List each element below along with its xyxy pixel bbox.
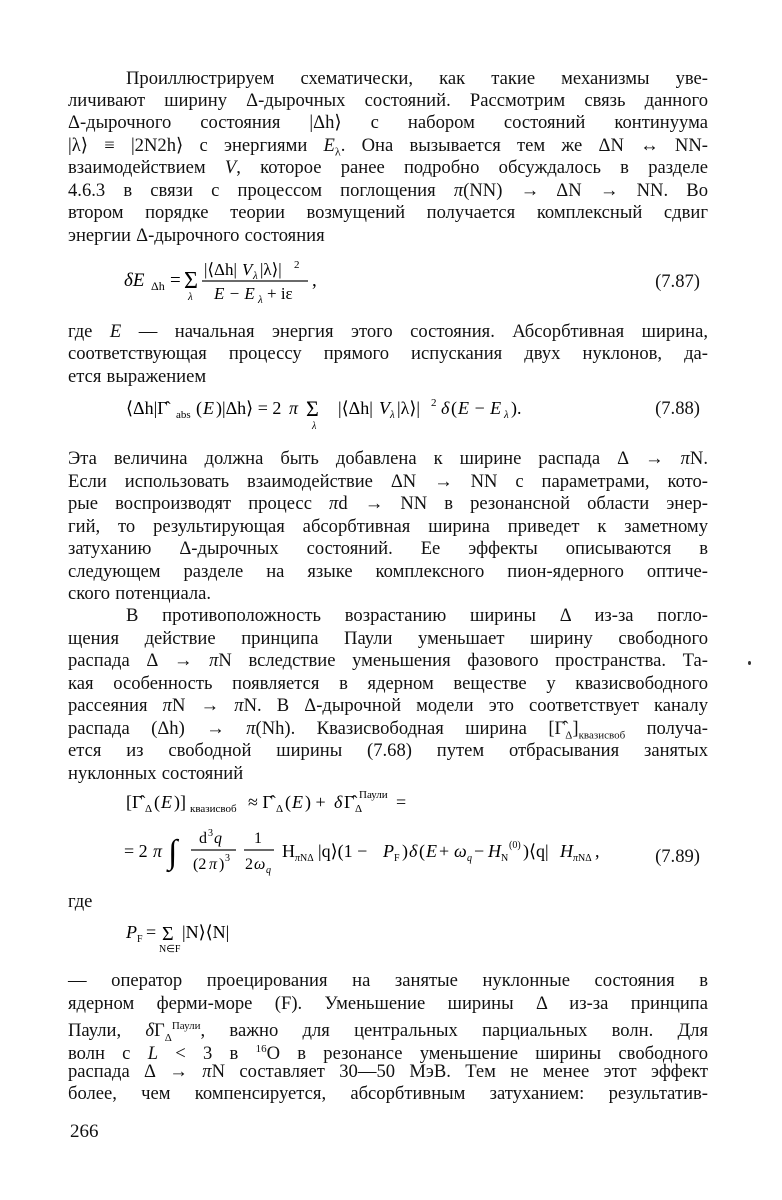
- svg-text:E: E: [292, 792, 303, 812]
- svg-text:Δ: Δ: [276, 803, 284, 815]
- svg-text:Γ̂: Γ̂: [344, 792, 355, 812]
- svg-text:): ): [402, 841, 408, 861]
- svg-text:E − E: E − E: [458, 398, 502, 418]
- svg-text:=: =: [170, 270, 181, 291]
- svg-text:|N⟩⟨N|: |N⟩⟨N|: [182, 922, 230, 942]
- svg-text:Σ: Σ: [162, 923, 174, 945]
- equation-7-88: [126, 392, 566, 441]
- svg-text:3: 3: [208, 828, 213, 839]
- paragraph-5-line-2: ядерном ферми-море (F). Уменьшение ширины Δ из-за принципа: [68, 993, 708, 1014]
- svg-text:,: ,: [595, 841, 600, 861]
- svg-text:E: E: [203, 398, 214, 418]
- svg-text:q: q: [467, 853, 472, 864]
- paragraph-1-line-5: взаимодействием V, которое ранее подробно обсуждалось в разделе: [68, 157, 708, 178]
- svg-text:Σ: Σ: [184, 268, 198, 294]
- paragraph-1-line-6: 4.6.3 в связи с процессом поглощения π(NN) → ΔN → NN. Во: [68, 180, 708, 201]
- svg-text:= 2: = 2: [124, 841, 148, 861]
- svg-text:|⟨Δh|: |⟨Δh|: [204, 260, 237, 279]
- svg-text:⟨Δh|Γ̂: ⟨Δh|Γ̂: [126, 398, 168, 418]
- svg-text:F: F: [394, 853, 400, 864]
- svg-text:E: E: [161, 792, 172, 812]
- svg-text:abs: abs: [176, 409, 191, 421]
- svg-text:V: V: [242, 260, 253, 279]
- svg-text:|⟨Δh|: |⟨Δh|: [338, 398, 373, 418]
- svg-text:N∈F: N∈F: [159, 944, 181, 955]
- equation-number-7-87: (7.87): [655, 271, 700, 292]
- svg-text:1: 1: [254, 830, 262, 847]
- paragraph-4-line-8: нуклонных состояний: [68, 763, 244, 784]
- paragraph-3-line-1: Эта величина должна быть добавлена к ширине распада Δ → πN.: [68, 448, 708, 469]
- svg-text:λ: λ: [312, 421, 317, 432]
- svg-text:q: q: [266, 865, 271, 876]
- paragraph-3-line-2: Если использовать взаимодействие ΔN → NN с параметрами, кото-: [68, 471, 708, 492]
- paragraph-3-line-7: ского потенциала.: [68, 583, 212, 604]
- svg-text:δ: δ: [409, 841, 418, 861]
- svg-text:2: 2: [294, 259, 300, 271]
- svg-text:H: H: [488, 841, 501, 861]
- paragraph-3-line-5: затуханию Δ-дырочных состояний. Ее эффекты описываются в: [68, 538, 708, 559]
- svg-text:V: V: [379, 398, 390, 418]
- svg-text:E − E: E − E: [214, 284, 255, 303]
- svg-text:N: N: [501, 853, 509, 864]
- svg-text:λ: λ: [188, 291, 193, 303]
- svg-text:)]: )]: [174, 792, 186, 812]
- print-speck: [748, 661, 751, 665]
- svg-text:ω: ω: [454, 841, 467, 861]
- paragraph-1-line-8: энергии Δ-дырочного состояния: [68, 225, 325, 246]
- paragraph-5-line-5: распада Δ → πN составляет 30—50 МэВ. Тем не менее этот эффект: [68, 1061, 708, 1082]
- svg-text:2: 2: [431, 397, 437, 409]
- svg-text:λ: λ: [390, 409, 395, 421]
- equation-7-89-line-2: [124, 823, 624, 888]
- paragraph-4-line-3: распада Δ → πN вследствие уменьшения фазового пространства. Та-: [68, 650, 708, 671]
- paragraph-1-line-1: Проиллюстрируем схематически, как такие механизмы уве-: [126, 68, 708, 89]
- svg-text:)⟨q|: )⟨q|: [523, 841, 549, 861]
- svg-text:H: H: [560, 841, 573, 861]
- paragraph-4-line-6: распада (Δh) → π(Nh). Квазисвободная ширина $[\Gammâ_\Delta]_{квазисвоб}$ получа-: [68, 718, 708, 742]
- paragraph-4-line-4: кая особенность появляется в ядерном веществе у квазисвободного: [68, 673, 708, 694]
- svg-text:π: π: [209, 856, 218, 873]
- where-label: где: [68, 891, 93, 912]
- paragraph-2-line-2: соответствующая процессу прямого испускания двух нуклонов, да-: [68, 343, 708, 364]
- svg-text:λ: λ: [504, 409, 509, 421]
- paragraph-5-line-6: более, чем компенсируется, абсорбтивным затуханием: результатив-: [68, 1083, 708, 1104]
- svg-text:квазисвоб: квазисвоб: [190, 803, 237, 815]
- svg-text:πNΔ: πNΔ: [573, 853, 592, 864]
- svg-text:|q⟩(1 −: |q⟩(1 −: [318, 841, 368, 861]
- svg-text:) +: ) +: [305, 792, 326, 812]
- paragraph-5-line-1: — оператор проецирования на занятые нуклонные состояния в: [68, 970, 708, 991]
- svg-text:q: q: [214, 830, 222, 847]
- svg-text:(: (: [154, 792, 160, 812]
- svg-text:=: =: [146, 922, 157, 942]
- svg-text:π: π: [289, 398, 299, 418]
- equation-number-7-89: (7.89): [655, 846, 700, 867]
- svg-text:2: 2: [245, 856, 253, 873]
- svg-text:P: P: [126, 922, 137, 942]
- svg-text:Δ: Δ: [145, 803, 153, 815]
- svg-text:δ: δ: [334, 792, 343, 812]
- paragraph-1-line-7: втором порядке теории возмущений получается комплексный сдвиг: [68, 202, 708, 223]
- svg-text:Δh: Δh: [151, 279, 165, 293]
- svg-text:∫: ∫: [168, 834, 178, 871]
- paragraph-2-line-1: где E — начальная энергия этого состояния. Абсорбтивная ширина,: [68, 321, 708, 342]
- svg-text:d: d: [199, 830, 207, 847]
- svg-text:Δ: Δ: [355, 803, 363, 815]
- svg-text:)|Δh⟩ = 2: )|Δh⟩ = 2: [216, 398, 282, 418]
- svg-text:=: =: [396, 792, 407, 812]
- svg-text:(: (: [196, 398, 202, 418]
- equation-number-7-88: (7.88): [655, 398, 700, 419]
- paragraph-4-line-1: В противоположность возрастанию ширины Δ из-за погло-: [126, 605, 708, 626]
- svg-text:H: H: [282, 841, 295, 861]
- paragraph-4-line-2: щения действие принципа Паули уменьшает ширину свободного: [68, 628, 708, 649]
- paragraph-2-line-3: ется выражением: [68, 366, 207, 387]
- svg-text:πNΔ: πNΔ: [295, 853, 314, 864]
- svg-text:|λ⟩|: |λ⟩|: [260, 260, 282, 279]
- svg-text:δ: δ: [441, 398, 450, 418]
- svg-text:λ: λ: [258, 294, 263, 306]
- svg-text:3: 3: [225, 853, 230, 864]
- equation-7-87: [124, 258, 344, 315]
- svg-text:π: π: [153, 841, 163, 861]
- equation-7-89-line-1: [126, 786, 466, 827]
- paragraph-1-line-3: Δ-дырочного состояния |Δh⟩ с набором состояний континуума: [68, 112, 708, 133]
- svg-text:,: ,: [312, 270, 317, 291]
- svg-text:E: E: [426, 841, 437, 861]
- svg-text:[Γ̂: [Γ̂: [126, 792, 143, 812]
- svg-text:≈ Γ̂: ≈ Γ̂: [248, 792, 273, 812]
- svg-text:(2: (2: [193, 856, 207, 873]
- svg-text:F: F: [137, 934, 143, 945]
- paragraph-4-line-5: рассеяния πN → πN. В Δ-дырочной модели это соответствует каналу: [68, 695, 708, 716]
- paragraph-5-line-3: Паули, $\delta\Gamma_\Delta^{Паули}$, важно для центральных парциальных волн. Для: [68, 1020, 709, 1044]
- svg-text:+: +: [439, 841, 450, 861]
- svg-text:Σ: Σ: [306, 396, 319, 421]
- paragraph-1-line-4: |λ⟩ ≡ |2N2h⟩ с энергиями $E_\lambda$. Она вызывается тем же ΔN ↔ NN-: [68, 135, 708, 159]
- svg-text:).: ).: [511, 398, 522, 418]
- paragraph-3-line-4: гий, то результирующая абсорбтивная ширина приведет к заметному: [68, 516, 708, 537]
- svg-text:): ): [219, 856, 225, 873]
- svg-text:Паули: Паули: [359, 789, 388, 801]
- svg-text:−: −: [474, 841, 485, 861]
- svg-text:(: (: [285, 792, 291, 812]
- page-number: 266: [70, 1121, 99, 1142]
- paragraph-1-line-2: личивают ширину Δ-дырочных состояний. Рассмотрим связь данного: [68, 90, 708, 111]
- svg-text:|λ⟩|: |λ⟩|: [397, 398, 420, 418]
- svg-text:(0): (0): [509, 840, 521, 851]
- paragraph-3-line-6: следующем разделе на языке комплексного пион-ядерного оптиче-: [68, 561, 708, 582]
- paragraph-5-line-4: волн с L < 3 в $^{16}$O в резонансе уменьшение ширины свободного: [68, 1043, 709, 1065]
- paragraph-3-line-3: рые воспроизводят процесс πd → NN в резонансной области энер-: [68, 493, 708, 514]
- svg-text:(: (: [419, 841, 425, 861]
- equation-projector: [126, 916, 286, 963]
- svg-text:δE: δE: [124, 270, 145, 291]
- svg-text:ω: ω: [254, 856, 266, 873]
- svg-text:+ iε: + iε: [267, 284, 293, 303]
- svg-text:P: P: [383, 841, 394, 861]
- svg-text:λ: λ: [253, 270, 258, 282]
- paragraph-4-line-7: ется из свободной ширины (7.68) путем отбрасывания занятых: [68, 740, 708, 761]
- svg-text:(: (: [451, 398, 457, 418]
